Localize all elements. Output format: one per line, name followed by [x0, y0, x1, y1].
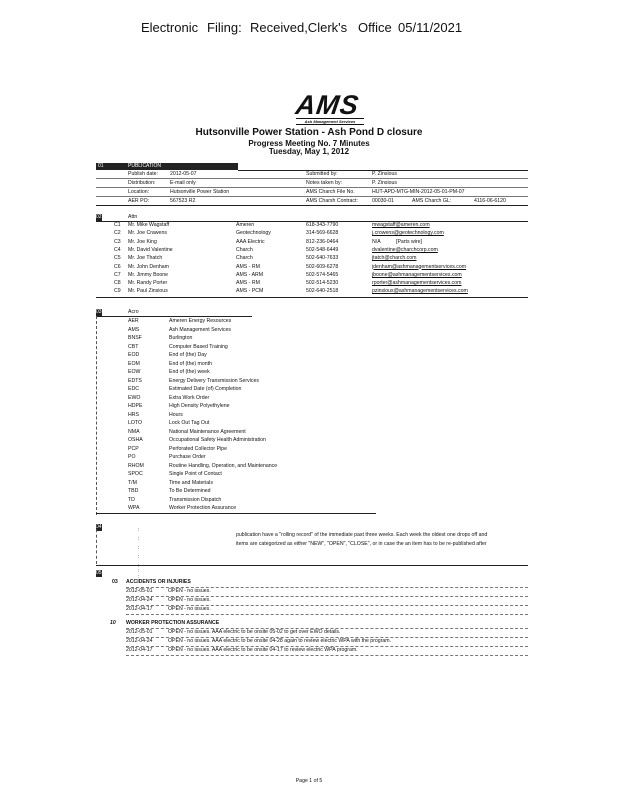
att-email[interactable]: dvalentine@charchcorp.com — [372, 246, 438, 253]
att-phone: 502-640-7633 — [306, 255, 339, 262]
publication-table — [96, 171, 528, 205]
att-code: C6 — [114, 263, 121, 270]
att-code: C8 — [114, 280, 121, 287]
accidents-code: 03 — [112, 579, 118, 585]
acro-abbr: EOM — [128, 360, 140, 367]
att-name: Mr. Paul Zinsious — [128, 288, 168, 295]
attendee-row — [96, 288, 528, 296]
stamp-electronic: Electronic — [141, 20, 199, 35]
att-code: C2 — [114, 230, 121, 237]
acro-def: High Density Polyethylene — [169, 403, 230, 409]
section4-num: 04 — [96, 524, 102, 530]
acro-abbr: EDTS — [128, 377, 142, 384]
attendees-table — [96, 222, 528, 298]
publication-num: 01 — [98, 163, 104, 169]
att-phone: 502-514-5230 — [306, 280, 339, 287]
acro-def: Purchase Order — [169, 454, 206, 460]
publication-bar — [96, 163, 238, 170]
stamp-filing: Filing: — [207, 20, 242, 35]
wpa-text: OPEN - no issues. AAA electric to be onsite 04-17 to review electric WPA program. — [168, 647, 358, 653]
acronyms-table — [96, 318, 376, 514]
section5-num: 05 — [96, 570, 102, 576]
att-phone: 618-343-7790 — [306, 222, 339, 228]
acro-def: End of (the) Day — [169, 352, 207, 358]
stamp-office: Office — [358, 20, 392, 35]
acro-def: Burlington — [169, 335, 193, 341]
acro-def: Routine Handling, Operation, and Maintenance — [169, 462, 278, 469]
acro-def: Extra Work Order — [169, 394, 210, 401]
pub-key: Distribution: — [128, 180, 156, 186]
att-org: AMS - ARM — [236, 271, 264, 278]
acro-abbr: EOW — [128, 369, 141, 375]
pub-val: P. Zinsious — [372, 171, 397, 177]
att-name: Mr. Joe Crawens — [128, 230, 167, 237]
wpa-title: WORKER PROTECTION ASSURANCE — [126, 620, 220, 626]
acro-abbr: EDC — [128, 386, 139, 392]
page-number: Page 1 of 5 — [295, 778, 323, 784]
acro-abbr: EOD — [128, 352, 140, 358]
stamp-received: Received,Clerk's — [250, 20, 348, 35]
divider — [96, 513, 376, 514]
pub-key: AMS Charch GL: — [412, 198, 452, 204]
attendee-row — [96, 272, 528, 280]
divider — [96, 178, 528, 179]
acro-def: Ameren Energy Resources — [169, 318, 232, 324]
acro-abbr: CBT — [128, 343, 139, 350]
pub-key: AER PO: — [128, 198, 150, 204]
acro-def: Energy Delivery Transmission Services — [169, 377, 259, 384]
wpa-date: 2012-05-01 — [126, 629, 153, 635]
acro-abbr: EWO — [128, 394, 141, 401]
att-org: AAA Electric — [236, 238, 265, 245]
wpa-row — [96, 638, 528, 646]
acro-abbr: WPA — [128, 505, 140, 511]
wpa-row — [96, 629, 528, 637]
section5-markers: : : — [138, 568, 140, 580]
pub-key: AMS Charsh Contract: — [306, 198, 358, 204]
wpa-text: OPEN - no issues. AAA electric to be onsite 04-28 again to review electric WPA with the program. — [168, 638, 392, 644]
att-name: Mr. Joe King — [128, 238, 157, 245]
logo-text: AMS — [293, 90, 362, 120]
accident-row — [96, 588, 528, 596]
att-name: Mr. John Denham — [128, 263, 169, 270]
pub-val: 2012-05-07 — [170, 171, 197, 177]
doc-date: Tuesday, May 1, 2012 — [268, 147, 350, 156]
att-org: Ameren — [236, 222, 255, 228]
att-name: Mr. Mike Wagstaff — [128, 222, 170, 228]
pub-val: P. Zinsious — [372, 180, 397, 186]
att-name: Mr. David Valentine — [128, 246, 173, 253]
ams-logo — [293, 90, 368, 128]
att-code: C9 — [114, 288, 121, 295]
acro-abbr: TBD — [128, 488, 139, 494]
accident-row — [96, 606, 528, 614]
att-email[interactable]: jdenham@ashmanagementservices.com — [372, 263, 467, 270]
doc-subtitle: Progress Meeting No. 7 Minutes — [248, 139, 370, 148]
wpa-block — [96, 620, 528, 654]
wpa-row — [96, 647, 528, 655]
pub-val: HUT-APD-MTG-MIN-2012-05-01-PM-07 — [372, 189, 465, 195]
accident-text: OPEN - no issues. — [168, 606, 211, 612]
divider — [126, 655, 528, 656]
acro-def: End of (the) month — [169, 360, 212, 367]
divider — [96, 205, 528, 206]
att-name: Mr. Joe Thatch — [128, 255, 163, 262]
accidents-block — [96, 579, 528, 613]
att-name: Mr. Randy Porter — [128, 280, 168, 287]
acro-def: Perforated Collector Pipe — [169, 445, 227, 452]
att-email[interactable]: jboone@ashmanagementservices.com — [372, 271, 462, 278]
acro-abbr: AER — [128, 318, 139, 324]
wpa-date: 2012-04-17 — [126, 647, 153, 653]
acronyms-bar — [96, 309, 102, 316]
acro-abbr: SPOC — [128, 471, 143, 477]
acro-def: Estimated Date (of) Completion — [169, 386, 242, 392]
pub-key: Location: — [128, 189, 150, 195]
acro-abbr: AMS — [128, 326, 140, 333]
acro-abbr: RHOM — [128, 462, 144, 469]
attendee-row — [96, 255, 528, 263]
att-name: Mr. Jimmy Boone — [128, 271, 169, 278]
doc-title: Hutsonville Power Station - Ash Pond D closure — [195, 127, 423, 138]
acronyms-label: Acro — [128, 309, 139, 315]
att-code: C7 — [114, 271, 121, 278]
divider — [96, 565, 528, 566]
divider — [96, 187, 528, 188]
section4-border — [96, 524, 97, 564]
acro-abbr: TD — [128, 496, 135, 503]
att-code: C1 — [114, 222, 121, 228]
att-code: C3 — [114, 238, 121, 245]
acro-def: Time and Materials — [169, 479, 213, 486]
att-code: C5 — [114, 255, 121, 262]
attendees-num: 02 — [96, 214, 102, 220]
acro-abbr: HRS — [128, 411, 139, 418]
section4-markers: : : : : : — [138, 527, 140, 569]
logo-tagline: Ash Management Services — [296, 118, 364, 125]
acro-def: Lock Out Tag Out — [169, 420, 210, 426]
acronyms-num: 03 — [96, 309, 102, 315]
acro-def: Hours — [169, 411, 183, 418]
acro-abbr: T/M — [128, 479, 137, 486]
divider — [96, 196, 528, 197]
accident-row — [96, 597, 528, 605]
acro-def: Single Point of Contact — [169, 471, 222, 477]
acro-def: National Maintenance Agreement — [169, 428, 246, 435]
accident-text: OPEN - no issues. — [168, 597, 211, 603]
attendee-row — [96, 222, 528, 230]
pub-key: AMS Charch File No. — [306, 189, 355, 195]
att-phone: 502-574-5465 — [306, 271, 339, 278]
divider — [96, 316, 252, 317]
acro-abbr: PCP — [128, 445, 139, 452]
acro-def: Worker Protection Assurance — [169, 505, 237, 511]
att-org: AMS - PCM — [236, 288, 264, 295]
accident-text: OPEN - no issues. — [168, 588, 211, 594]
att-note: [Parts wire] — [396, 238, 422, 245]
att-email[interactable]: rporter@ashmanagementservices.com — [372, 280, 462, 287]
att-code: C4 — [114, 246, 121, 253]
wpa-text: OPEN - no issues. AAA electric to be onsite 05-02 to get over EWO details. — [168, 629, 341, 635]
attendee-row — [96, 247, 528, 255]
att-email[interactable]: mwagstaff@ameren.com — [372, 222, 430, 228]
att-phone: 502-609-6278 — [306, 263, 339, 270]
section4-line1: publication have a "rolling record" of the immediate past three weeks. Each week the oldest one drops off and — [236, 532, 488, 538]
att-org: Charch — [236, 246, 253, 253]
section5-bar — [96, 570, 102, 577]
acro-def: Ash Management Services — [169, 326, 231, 333]
accident-date: 2012-04-17 — [126, 606, 153, 612]
att-org: Charch — [236, 255, 253, 262]
pub-val: 567523 R2 — [170, 198, 196, 204]
acro-def: Computer Based Training — [169, 343, 228, 350]
publication-bar-line — [238, 163, 528, 171]
publication-label: PUBLICATION — [128, 163, 161, 169]
acro-abbr: BNSF — [128, 335, 142, 341]
attendee-row — [96, 280, 528, 288]
att-email[interactable]: jtatch@charch.com — [372, 255, 417, 262]
acro-def: End of (the) week — [169, 369, 210, 375]
attendee-row — [96, 239, 528, 247]
divider — [126, 614, 528, 615]
pub-key: Submitted by: — [306, 171, 338, 177]
wpa-code: 10 — [110, 620, 116, 626]
attendee-row — [96, 230, 528, 238]
att-phone: 314-569-6628 — [306, 230, 339, 237]
att-email: N/A — [372, 238, 381, 245]
acro-abbr: OSHA — [128, 437, 143, 443]
attendees-bar — [96, 214, 102, 221]
pub-key: Publish date: — [128, 171, 158, 177]
pub-val: 4116-06-6120 — [474, 198, 506, 204]
acro-def: Transmission Dispatch — [169, 496, 222, 503]
att-org: AMS - RM — [236, 263, 260, 270]
att-phone: 502-548-6449 — [306, 246, 339, 253]
acro-abbr: LOTO — [128, 420, 143, 426]
pub-key: Notes taken by: — [306, 180, 343, 186]
pub-val: E-mail only — [170, 180, 196, 186]
stamp-date: 05/11/2021 — [398, 20, 463, 35]
divider — [96, 297, 528, 298]
acro-abbr: PO — [128, 454, 136, 460]
wpa-date: 2012-04-24 — [126, 638, 153, 644]
att-phone: 502-640-2518 — [306, 288, 339, 295]
att-phone: 812-236-0464 — [306, 238, 339, 245]
att-org: AMS - RM — [236, 280, 260, 287]
acro-def: To Be Determined — [169, 488, 211, 494]
attendee-row — [96, 264, 528, 272]
att-email[interactable]: j.crowens@geotechnology.com — [372, 230, 444, 237]
acro-abbr: NMA — [128, 428, 140, 435]
accident-date: 2012-05-01 — [126, 588, 153, 594]
attendees-label: Attn — [128, 214, 138, 220]
acro-def: Occupational Safety Health Administration — [169, 437, 266, 443]
accident-date: 2012-04-24 — [126, 597, 153, 603]
att-org: Geotechnology — [236, 230, 271, 237]
acro-abbr: HDPE — [128, 403, 143, 409]
pub-val: 00030-01 — [372, 198, 394, 204]
section4-line2: items are categorized as either "NEW", "OPEN", "CLOSE", or in case the an item has to be re-published after — [236, 541, 487, 547]
accidents-title: ACCIDENTS OR INJURIES — [126, 579, 191, 585]
pub-val: Hutsonville Power Station — [170, 189, 230, 195]
att-email[interactable]: pzinsious@ashmanagementservices.com — [372, 288, 468, 295]
